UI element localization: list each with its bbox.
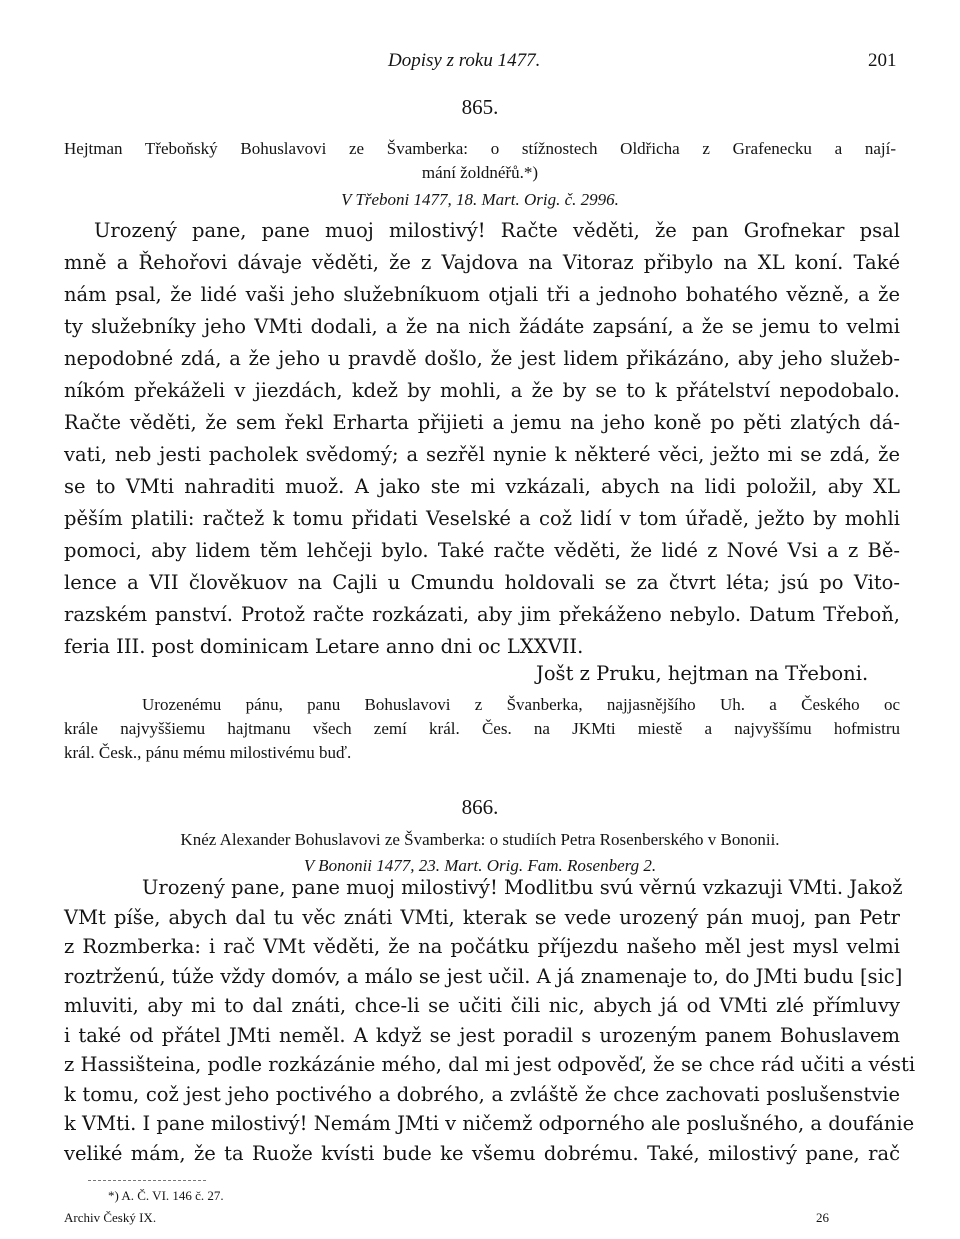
address-line: král. Česk., pánu mému milostivému buď. <box>64 743 352 762</box>
body-line: Urozený pane, pane muoj milostivý! Račte věděti, že pan Grofnekar psal <box>94 219 900 242</box>
body-line: vati, neb jesti pacholek svědomý; a sezřěl nynie k některé věci, ježto mi se zdá, že <box>64 443 900 466</box>
body-line: z Rozmberka: i rač VMt věděti, že na počátku příjezdu našeho měl jest mysl velmi <box>64 935 900 958</box>
body-line: razském panství. Protož račte rozkázati, aby jim překáženo nebylo. Datum Třeboň, <box>64 603 900 626</box>
body-line: z Hassišteina, podle rozkázánie mého, dal mi jest odpověď, že se chce rád učiti a vésti <box>64 1053 916 1076</box>
body-line: nepodobné zdá, a že jeho u pravdě došlo, že jest lidem přikázáno, aby jeho služeb- <box>64 347 900 370</box>
footer-signature-number: 26 <box>816 1210 829 1225</box>
body-line: k VMti. I pane milostivý! Nemám JMti v ničemž odporného ale poslušného, a doufánie <box>64 1112 915 1135</box>
address-line: Urozenému pánu, panu Bohuslavovi z Švanberka, najjasnějšího Uh. a Českého oc <box>142 695 900 714</box>
letter-number: 865. <box>461 95 499 119</box>
body-line: VMt píše, abych dal tu věc znáti VMti, kterak se vede urozený pán muoj, pan Petr <box>64 905 900 929</box>
letter-signature: Jošt z Pruku, hejtman na Třeboni. <box>536 662 869 685</box>
page-number: 201 <box>868 50 897 71</box>
body-line: mluviti, aby mi to dal znáti, chce-li se učiti čili nic, abych já od VMti zlé přímluvy <box>64 994 900 1017</box>
body-line: Urozený pane, pane muoj milostivý! Modlitbu svú věrnú vzkazuji VMti. Jakož <box>142 876 903 899</box>
footnote-rule <box>88 1180 206 1181</box>
footer-volume: Archiv Český IX. <box>64 1210 157 1225</box>
body-line: feria III. post dominicam Letare anno dni oc LXXVII. <box>64 635 584 658</box>
body-line: se to VMti nahraditi muož. A jako ste mi vzkázali, abych na lidi položil, aby XL <box>64 475 900 498</box>
body-line: pomoci, aby lidem těm lehčeji bylo. Také račte věděti, že lidé z Nové Vsi a z Bě- <box>64 539 900 562</box>
body-line: veliké mám, že ta Ruože kvísti bude ke všemu dobrému. Také, milostivý pane, rač <box>64 1141 900 1165</box>
letter-source-citation: V Bononii 1477, 23. Mart. Orig. Fam. Rosenberg 2. <box>303 856 657 875</box>
body-line: nám psal, že lidé vaši jeho služebníkuom otjali tři a jednoho bohatého vězně, a že <box>64 283 900 306</box>
body-line: mně a Řehořovi dávaje věděti, že z Vajdova na Vitoraz přibylo na XL koní. Také <box>64 251 900 274</box>
letter-regest-line: mání žoldnéřů.*) <box>421 163 539 182</box>
body-line: ty služebníky jeho VMti dodali, a že na nich žádáte zapsání, a že se jemu to velmi <box>64 315 900 338</box>
letter-number: 866. <box>461 795 499 819</box>
letter-regest-line: Hejtman Třeboňský Bohuslavovi ze Švamberka: o stížnostech Oldřicha z Grafenecku a nají- <box>64 139 896 158</box>
body-line: pěším platili: račtež k tomu přidati Veselské a což lidí v tom úřadě, ježto by mohli <box>64 507 900 530</box>
footnote: *) A. Č. VI. 146 č. 27. <box>108 1188 224 1203</box>
body-line: lence a VII člověkuov na Cajli u Cmundu holdovali se za čtvrt léta; jsú po Vito- <box>64 571 900 594</box>
body-line: k tomu, což jest jeho poctivého a dobrého, a zvláště že chce zachovati poslušenstvie <box>64 1082 900 1106</box>
body-line: i také od přátel JMti neměl. A když se jest poradil s urozeným panem Bohuslavem <box>64 1023 900 1047</box>
letter-regest-line: Knéz Alexander Bohuslavovi ze Švamberka: o studiích Petra Rosenberského v Bononii. <box>180 830 780 849</box>
body-line: níkóm překáželi v jiezdách, kdež by mohli, a že by se to k přátelství nepodobalo. <box>64 379 900 402</box>
address-line: krále najvyššiemu hajtmanu všech zemí král. Čes. na JKMti miestě a najvyššímu hofmistru <box>64 719 900 738</box>
body-line: roztrženú, túže vždy domóv, a málo se jest učil. A já znamenaje to, do JMti budu [sic] <box>64 964 903 988</box>
running-header-title: Dopisy z roku 1477. <box>388 50 541 71</box>
letter-source-citation: V Třeboni 1477, 18. Mart. Orig. č. 2996. <box>341 190 619 209</box>
body-line: Račte věděti, že sem řekl Erharta přijieti a jemu na jeho koně po pěti zlatých dá- <box>64 411 900 434</box>
